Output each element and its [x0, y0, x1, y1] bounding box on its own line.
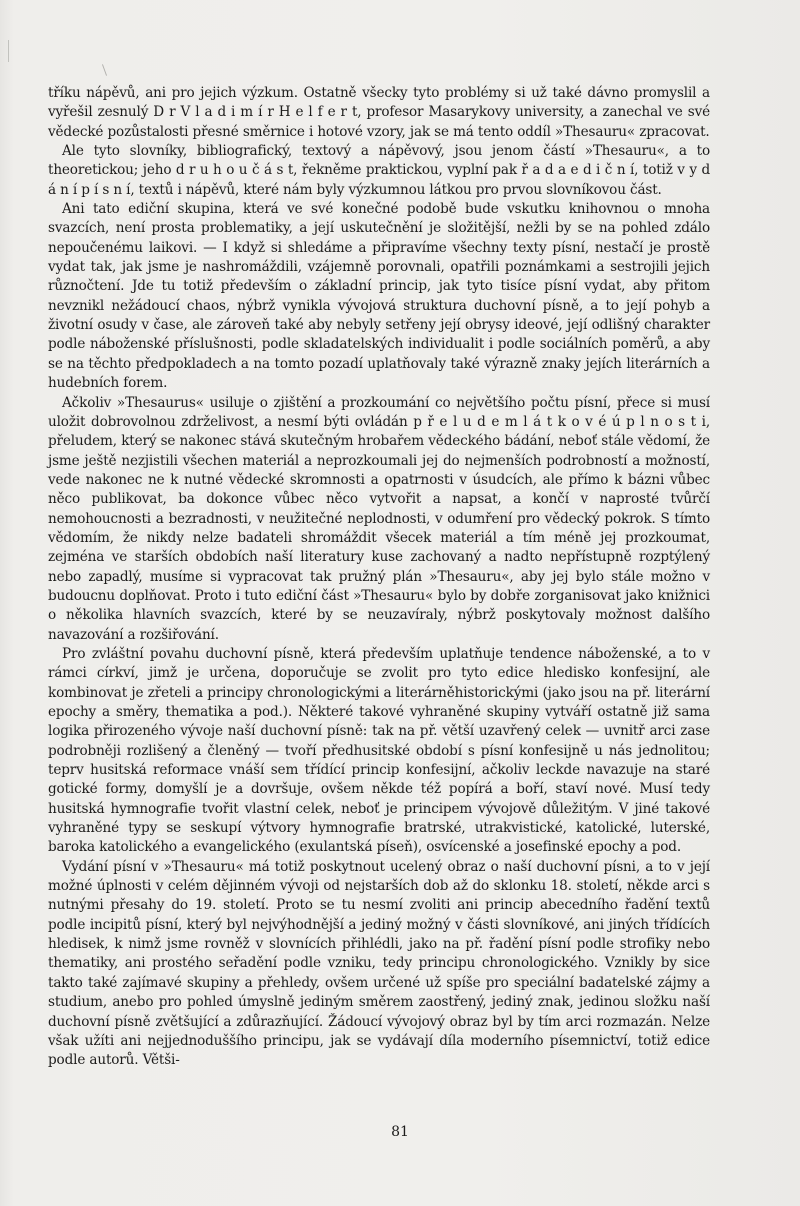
scan-artifact [8, 40, 9, 62]
paragraph: Ani tato ediční skupina, která ve své konečné podobě bude vskutku knihovnou o mnoha svazcích, není prosta problematiky, a její uskutečnění je složitější, nežli by se na pohled zdálo nepoučenému laikovi. — I když si shledáme a připravíme všechny texty písní, nestačí je prostě vydat tak, jak jsme je nashromáždili, vzájemně porovnali, opatřili poznámkami a sestrojili jejich různočtení. Jde tu totiž především o základní princip, jak tyto tisíce písní vydat, aby přitom nevznikl nežádoucí chaos, nýbrž vynikla vývojová struktura duchovní písně, a to její pohyb a životní osudy v čase, ale zároveň také aby nebyly setřeny její obrysy ideové, její odlišný charakter podle náboženské příslušnosti, podle skladatelských individualit i podle sociálních poměrů, a aby se na těchto předpokladech a na tomto pozadí uplatňovaly také výrazně znaky jejích literárních a hudebních forem. [48, 201, 710, 392]
scan-artifact [102, 64, 107, 76]
paragraph: Pro zvláštní povahu duchovní písně, která především uplatňuje tendence náboženské, a to v rámci církví, jimž je určena, doporučuje se zvolit pro tyto edice hledisko konfesijní, ale kombinovat je zřeteli a principy chronologickými a literárněhistorickými (jako jsou na př. literární epochy a směry, thematika a pod.). Některé takové vyhraněné skupiny vytváří ostatně již sama logika přirozeného vývoje naší duchovní písně: tak na př. větší uzavřený celek — uvnitř arci zase podrobněji rozlišený a členěný — tvoří předhusitské období s písní konfesijně u nás jednolitou; teprv husitská reformace vnáší sem třídící princip konfesijní, ačkoliv leckde navazuje na staré gotické formy, domyšlí je a dovršuje, ovšem někde též popírá a boří, staví nové. Musí tedy husitská hymnografie tvořit vlastní celek, neboť je principem vývojově důležitým. V jiné takové vyhraněné typy se seskupí výtvory hymnografie bratrské, utrakvistické, katolické, luterské, baroka katolického a evangelického (exulantská píseň), osvícenské a josefinské epochy a pod. [48, 645, 710, 856]
body-text [48, 84, 710, 1071]
paragraph: Ale tyto slovníky, bibliografický, textový a nápěvový, jsou jenom částí »Thesauru«, a to theoretickou; jeho d r u h o u č á s t, řekněme praktickou, vyplní pak ř a d a e d i č n í, totiž v y d á n í p í s n í, textů i nápěvů, které nám byly výzkumnou látkou pro prvou slovníkovou část. [48, 143, 710, 198]
page-number: 81 [391, 1124, 409, 1140]
paragraph: Vydání písní v »Thesauru« má totiž poskytnout ucelený obraz o naší duchovní písni, a to v její možné úplnosti v celém dějinném vývoji od nejstarších dob až do sklonku 18. století, někde arci s nutnými přesahy do 19. století. Proto se tu nesmí zvoliti ani princip abecedního řadění textů podle incipitů písní, který byl nejvýhodnější a jediný možný v části slovníkové, ani jiných třídících hledisek, k nimž jsme rovněž v slovnících přihlédli, jako na př. řadění písní podle strofiky nebo thematiky, ani prostého seřadění podle vzniku, tedy principu chronologického. Vznikly by sice takto také zajímavé skupiny a přehledy, ovšem určené už spíše pro speciální badatelské zájmy a studium, anebo pro pohled úmyslně jediným směrem zaostřený, jediný znak, jedinou složku naší duchovní písně zvětšující a zdůrazňující. Žádoucí vývojový obraz byl by tím arci rozmazán. Nelze však užíti ani nejjednoduššího principu, jak se vydávají díla moderního písemnictví, totiž edice podle autorů. Větši- [48, 858, 710, 1069]
paragraph: tříku nápěvů, ani pro jejich výzkum. Ostatně všecky tyto problémy si už také dávno promyslil a vyřešil zesnulý D r V l a d i m í r H e l f e r t, profesor Masarykovy university, a zanechal ve své vědecké pozůstalosti přesné směrnice i hotové vzory, jak se má tento oddíl »Thesauru« zpracovat. [48, 85, 710, 140]
paragraph: Ačkoliv »Thesaurus« usiluje o zjištění a prozkoumání co největšího počtu písní, přece si musí uložit dobrovolnou zdrželivost, a nesmí býti ovládán p ř e l u d e m l á t k o v é ú p l n o s t i, přeludem, který se nakonec stává skutečným hrobařem vědeckého bádání, neboť stále vědomí, že jsme ještě nezjistili všechen materiál a neprozkoumali jej do nejmenších podrobností a možností, vede nakonec ne k nutné vědecké skromnosti a opatrnosti v úsudcích, ale přímo k bázni vůbec něco publikovat, ba dokonce vůbec něco vytvořit a napsat, a končí v naprosté tvůrčí nemohoucnosti a bezradnosti, v neužitečné neplodnosti, v odumření pro vědecký pokrok. S tímto vědomím, že nikdy nelze badateli shromáždit všecek materiál a tím méně jej prozkoumat, zejména ve starších obdobích naší literatury kuse zachovaný a nadto nepřístupně rozptýlený nebo zapadlý, musíme si vypracovat tak pružný plán »Thesauru«, aby jej bylo stále možno v budoucnu doplňovat. Proto i tuto ediční část »Thesauru« bylo by dobře zorganisovat jako knižnici o několika hlavních svazcích, které by se neuzavíraly, nýbrž poskytovaly možnost dalšího navazování a rozšiřování. [48, 394, 710, 643]
